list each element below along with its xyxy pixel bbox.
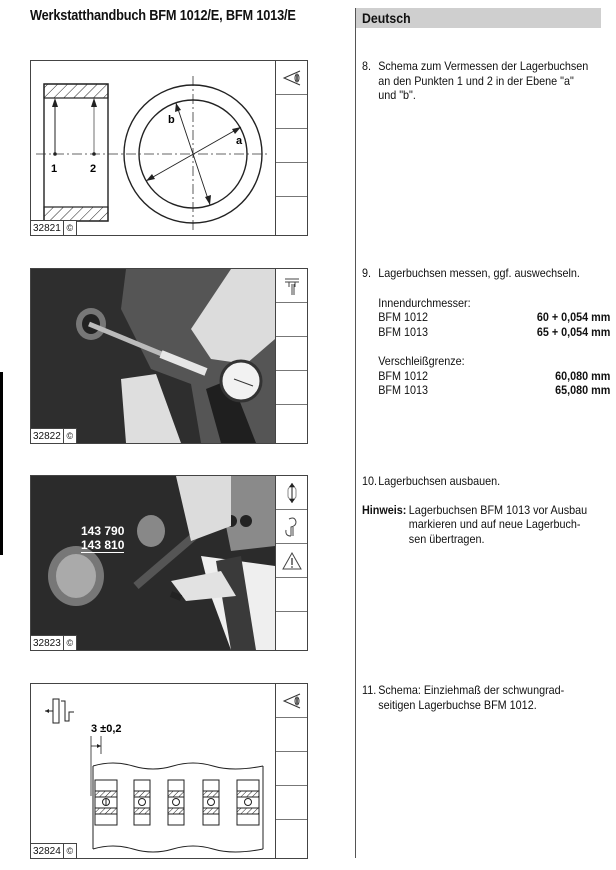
icon-cell-empty	[276, 303, 308, 337]
icon-cell-empty	[276, 612, 308, 646]
figure-id-label	[31, 635, 77, 650]
spec-model: BFM 1013	[378, 324, 429, 339]
figure-number: 32823	[31, 636, 64, 650]
step-8	[362, 59, 588, 103]
figure-icon-column	[275, 61, 308, 235]
step-number: 11.	[362, 683, 377, 697]
language-bar	[356, 8, 601, 28]
point-1-label: 1	[51, 163, 58, 175]
extract-icon	[276, 476, 308, 510]
note-text: sen übertragen.	[408, 531, 485, 546]
icon-cell-empty	[276, 371, 308, 405]
icon-cell-empty	[276, 163, 308, 197]
figure-icon-column	[275, 476, 308, 650]
spec-model: BFM 1012	[378, 368, 429, 383]
spec-row	[378, 369, 610, 384]
copyright-icon: ©	[66, 846, 74, 856]
spec-group-wear-limit	[362, 354, 610, 398]
note-label: Hinweis:	[362, 502, 407, 517]
part-number-2: 143 810	[81, 538, 125, 552]
step-9	[362, 266, 610, 398]
step-text: Schema zum Vermessen der Lagerbuchsen	[378, 59, 589, 73]
icon-cell-empty	[276, 752, 308, 786]
figure-number: 32821	[31, 221, 64, 235]
spec-value: 65 + 0,054 mm	[536, 324, 611, 339]
plane-b-label: b	[168, 114, 175, 126]
figure-icon-column	[275, 684, 308, 858]
spec-row	[378, 310, 610, 325]
figure-id-label	[31, 843, 77, 858]
icon-cell-empty	[276, 718, 308, 752]
caliper-icon	[276, 269, 308, 303]
copyright-icon: ©	[66, 431, 74, 441]
note-text: markieren und auf neue Lagerbuch-	[408, 517, 581, 531]
icon-cell-empty	[276, 337, 308, 371]
note-text: Lagerbuchsen BFM 1013 vor Ausbau	[408, 502, 588, 517]
spec-row	[378, 383, 610, 398]
figure-id-label	[31, 220, 77, 235]
step-text: Schema: Einziehmaß der schwungrad-	[378, 683, 565, 697]
plane-a-label: a	[236, 135, 243, 147]
section-marker-bar	[0, 372, 3, 555]
copyright-icon: ©	[66, 638, 74, 648]
spec-model: BFM 1012	[378, 310, 429, 324]
step-text: Lagerbuchsen messen, ggf. auswechseln.	[378, 266, 580, 280]
figure-32821	[30, 60, 308, 236]
spec-model: BFM 1013	[378, 383, 429, 397]
figure-32824	[30, 683, 308, 859]
figure-32822	[30, 268, 308, 444]
spec-value: 60 + 0,054 mm	[536, 310, 611, 324]
bore-gauge-photo	[31, 269, 275, 443]
dimension-label: 3 ±0,2	[91, 723, 122, 735]
language-label: Deutsch	[362, 10, 411, 26]
spec-group-label: Verschleißgrenze:	[378, 354, 465, 368]
copyright-icon: ©	[66, 223, 74, 233]
icon-cell-empty	[276, 95, 308, 129]
eye-icon	[276, 61, 308, 95]
bushing-removal-photo	[31, 476, 275, 650]
figure-32823	[30, 475, 308, 651]
figure-icon-column	[275, 269, 308, 443]
bushing-measure-diagram	[31, 61, 275, 235]
icon-cell-empty	[276, 129, 308, 163]
icon-cell-empty	[276, 197, 308, 231]
icon-cell-empty	[276, 405, 308, 439]
step-text: seitigen Lagerbuchse BFM 1012.	[378, 697, 537, 712]
bushing-bores	[95, 780, 259, 825]
step-text: und "b".	[378, 88, 416, 102]
step-number: 9.	[362, 266, 372, 280]
eye-icon	[276, 684, 308, 718]
column-divider	[355, 8, 356, 858]
note	[362, 503, 587, 547]
part-number-1: 143 790	[81, 524, 125, 538]
icon-cell-empty	[276, 578, 308, 612]
icon-cell-empty	[276, 786, 308, 820]
step-number: 10.	[362, 474, 378, 488]
step-11	[362, 683, 564, 712]
icon-cell-empty	[276, 820, 308, 854]
spec-group-label: Innendurchmesser:	[378, 295, 471, 310]
spec-value: 65,080 mm	[555, 383, 611, 397]
header-title: Werkstatthandbuch BFM 1012/E, BFM 1013/E	[30, 8, 296, 24]
step-number: 8.	[362, 59, 372, 73]
step-10	[362, 474, 587, 546]
tool-hook-icon	[276, 510, 308, 544]
spec-group-inner-diameter	[362, 296, 610, 340]
warning-icon	[276, 544, 308, 578]
insertion-depth-diagram	[31, 684, 275, 858]
point-2-label: 2	[90, 163, 97, 175]
spec-row	[378, 325, 610, 340]
spec-value: 60,080 mm	[555, 368, 611, 383]
figure-number: 32822	[31, 429, 64, 443]
step-text: an den Punkten 1 und 2 in der Ebene "a"	[378, 73, 574, 88]
step-text: Lagerbuchsen ausbauen.	[378, 474, 501, 488]
figure-number: 32824	[31, 844, 64, 858]
figure-id-label	[31, 428, 77, 443]
